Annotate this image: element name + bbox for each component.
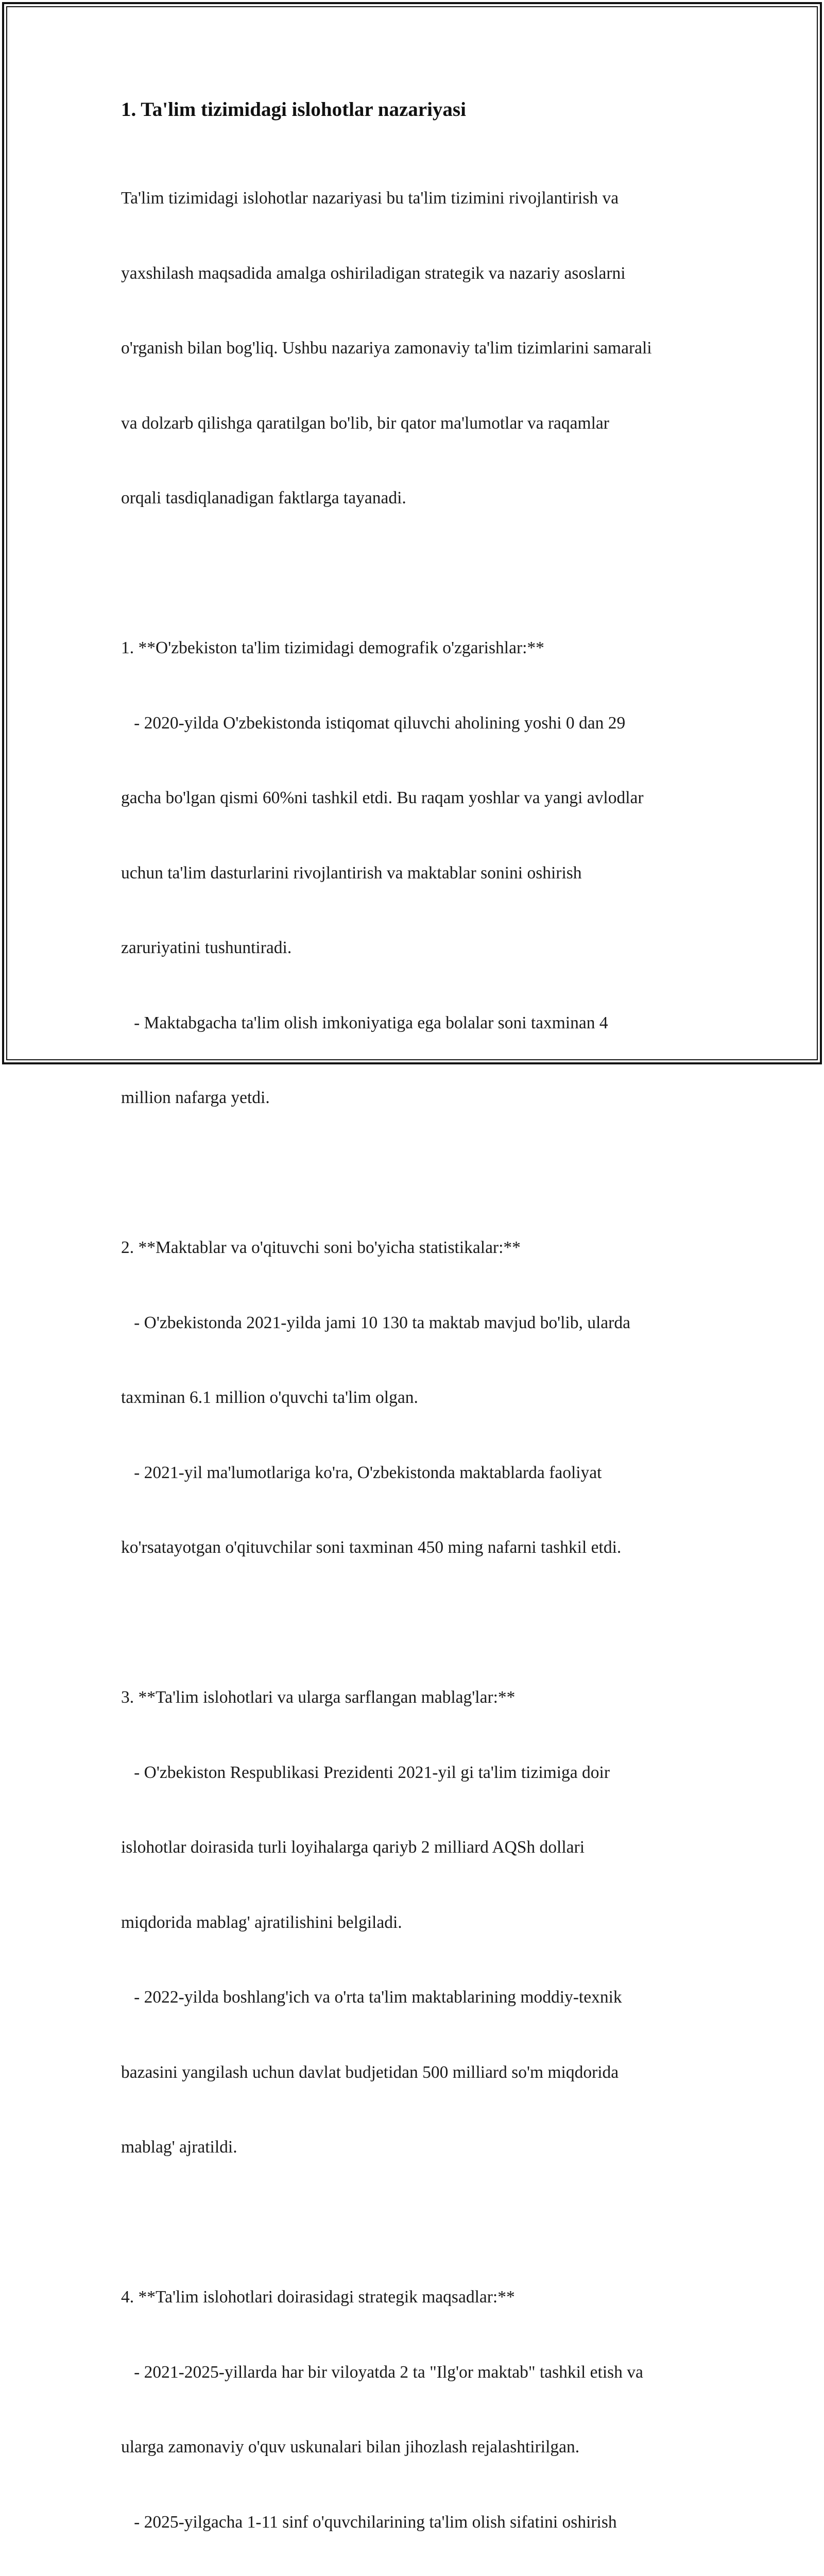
list-section-line: million nafarga yetdi. (121, 1088, 270, 1107)
intro-line: va dolzarb qilishga qaratilgan bo'lib, bir qator ma'lumotlar va raqamlar (121, 413, 609, 433)
document-body (121, 97, 718, 2576)
list-section-line: zaruriyatini tushuntiradi. (121, 938, 292, 957)
paragraph-spacer (121, 2210, 718, 2235)
list-section-line: - Maktabgacha ta'lim olish imkoniyatiga ega bolalar soni taxminan 4 (121, 1013, 608, 1032)
list-section-1 (121, 586, 718, 1161)
list-section-line: mablag' ajratildi. (121, 2138, 237, 2157)
list-section-line: - O'zbekiston Respublikasi Prezidenti 2021-yil gi ta'lim tizimiga doir (121, 1762, 610, 1782)
list-section-3 (121, 1635, 718, 2210)
paragraph-spacer (121, 1161, 718, 1186)
list-section-line: uchun ta'lim dasturlarini rivojlantirish va maktablar sonini oshirish (121, 863, 582, 883)
paragraph-spacer (121, 1611, 718, 1636)
list-section-line: bazasini yangilash uchun davlat budjetidan 500 milliard so'm miqdorida (121, 2062, 619, 2082)
intro-paragraph (121, 136, 718, 561)
intro-line: o'rganish bilan bog'liq. Ushbu nazariya zamonaviy ta'lim tizimlarini samarali (121, 338, 652, 358)
list-section-line: ko'rsatayotgan o'qituvchilar soni taxminan 450 ming nafarni tashkil etdi. (121, 1538, 622, 1557)
list-section-line: gacha bo'lgan qismi 60%ni tashkil etdi. Bu raqam yoshlar va yangi avlodlar (121, 788, 644, 807)
list-section-line: - 2022-yilda boshlang'ich va o'rta ta'lim maktablarining moddiy-texnik (121, 1988, 622, 2007)
list-section-line: - 2021-2025-yillarda har bir viloyatda 2 ta "Ilg'or maktab" tashkil etish va (121, 2362, 643, 2382)
list-section-title: 1. **O'zbekiston ta'lim tizimidagi demografik o'zgarishlar:** (121, 638, 544, 657)
list-section-2 (121, 1185, 718, 1611)
list-section-line: miqdorida mablag' ajratilishini belgiladi. (121, 1912, 402, 1932)
intro-line: Ta'lim tizimidagi islohotlar nazariyasi bu ta'lim tizimini rivojlantirish va (121, 189, 619, 208)
intro-line: yaxshilash maqsadida amalga oshiriladigan strategik va nazariy asoslarni (121, 263, 626, 283)
list-section-line: taxminan 6.1 million o'quvchi ta'lim olgan. (121, 1388, 418, 1407)
section-heading: 1. Ta'lim tizimidagi islohotlar nazariyasi (121, 98, 466, 121)
list-section-title: 3. **Ta'lim islohotlari va ularga sarflangan mablag'lar:** (121, 1688, 516, 1707)
paragraph-spacer (121, 561, 718, 586)
list-section-line: - O'zbekistonda 2021-yilda jami 10 130 ta maktab mavjud bo'lib, ularda (121, 1313, 630, 1332)
list-section-line: islohotlar doirasida turli loyihalarga qariyb 2 milliard AQSh dollari (121, 1838, 585, 1857)
list-section-line: - 2025-yilgacha 1-11 sinf o'quvchilarining ta'lim olish sifatini oshirish (121, 2512, 617, 2532)
list-section-line: - 2020-yilda O'zbekistonda istiqomat qiluvchi aholining yoshi 0 dan 29 (121, 713, 626, 733)
list-section-title: 2. **Maktablar va o'qituvchi soni bo'yicha statistikalar:** (121, 1238, 521, 1257)
list-section-4 (121, 2235, 718, 2576)
list-section-line: ularga zamonaviy o'quv uskunalari bilan jihozlash rejalashtirilgan. (121, 2437, 580, 2456)
list-section-line: - 2021-yil ma'lumotlariga ko'ra, O'zbekistonda maktablarda faoliyat (121, 1463, 602, 1482)
intro-line: orqali tasdiqlanadigan faktlarga tayanadi. (121, 488, 406, 507)
list-section-title: 4. **Ta'lim islohotlari doirasidagi strategik maqsadlar:** (121, 2287, 515, 2307)
